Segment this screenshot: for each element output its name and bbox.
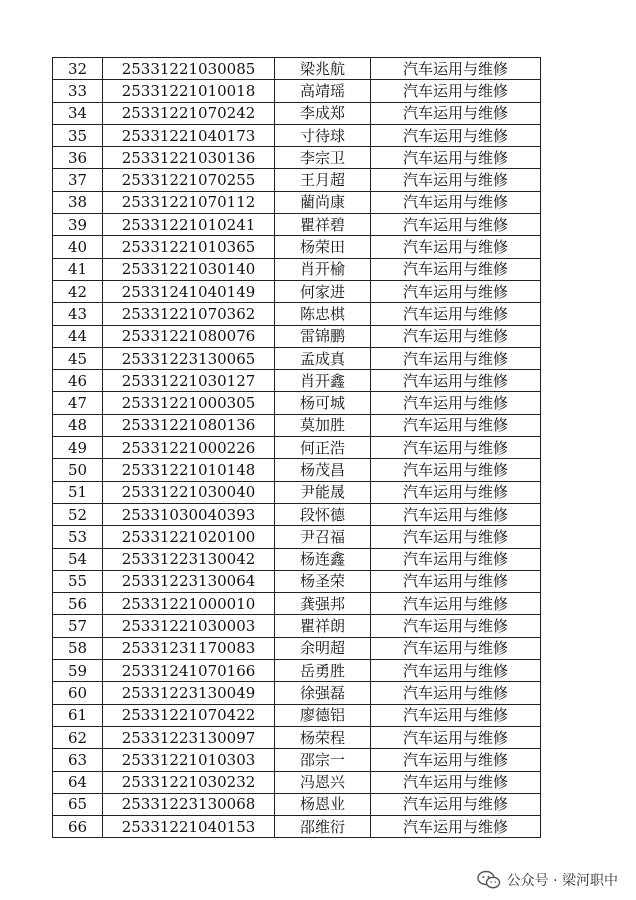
student-name-cell: 冯恩兴 — [275, 771, 371, 793]
row-number-cell: 65 — [53, 793, 103, 815]
row-number-cell: 62 — [53, 726, 103, 748]
table-row — [53, 771, 541, 793]
student-id-cell: 25331223130097 — [103, 726, 275, 748]
table-row — [53, 303, 541, 325]
student-id-cell: 25331221070255 — [103, 169, 275, 191]
student-name-cell: 何正浩 — [275, 437, 371, 459]
table-row — [53, 660, 541, 682]
student-id-cell: 25331221070112 — [103, 191, 275, 213]
row-number-cell: 38 — [53, 191, 103, 213]
student-id-cell: 25331221030003 — [103, 615, 275, 637]
table-row — [53, 214, 541, 236]
major-cell: 汽车运用与维修 — [371, 704, 541, 726]
major-cell: 汽车运用与维修 — [371, 236, 541, 258]
student-id-cell: 25331221010303 — [103, 749, 275, 771]
major-cell: 汽车运用与维修 — [371, 570, 541, 592]
major-cell: 汽车运用与维修 — [371, 526, 541, 548]
table-row — [53, 58, 541, 80]
student-id-cell: 25331221010365 — [103, 236, 275, 258]
row-number-cell: 61 — [53, 704, 103, 726]
major-cell: 汽车运用与维修 — [371, 437, 541, 459]
major-cell: 汽车运用与维修 — [371, 749, 541, 771]
table-row — [53, 191, 541, 213]
table-row — [53, 102, 541, 124]
row-number-cell: 44 — [53, 325, 103, 347]
major-cell: 汽车运用与维修 — [371, 169, 541, 191]
student-name-cell: 肖开鑫 — [275, 370, 371, 392]
student-id-cell: 25331223130064 — [103, 570, 275, 592]
major-cell: 汽车运用与维修 — [371, 660, 541, 682]
row-number-cell: 60 — [53, 682, 103, 704]
row-number-cell: 39 — [53, 214, 103, 236]
major-cell: 汽车运用与维修 — [371, 58, 541, 80]
table-row — [53, 459, 541, 481]
student-id-cell: 25331223130049 — [103, 682, 275, 704]
student-name-cell: 龚强邦 — [275, 593, 371, 615]
student-table-body — [53, 58, 541, 838]
row-number-cell: 51 — [53, 481, 103, 503]
major-cell: 汽车运用与维修 — [371, 414, 541, 436]
major-cell: 汽车运用与维修 — [371, 503, 541, 525]
major-cell: 汽车运用与维修 — [371, 280, 541, 302]
student-name-cell: 杨茂昌 — [275, 459, 371, 481]
table-row — [53, 548, 541, 570]
wechat-icon — [477, 870, 501, 890]
student-name-cell: 杨可城 — [275, 392, 371, 414]
student-id-cell: 25331221070362 — [103, 303, 275, 325]
student-id-cell: 25331241070166 — [103, 660, 275, 682]
major-cell: 汽车运用与维修 — [371, 370, 541, 392]
watermark — [477, 870, 618, 890]
student-name-cell: 岳勇胜 — [275, 660, 371, 682]
row-number-cell: 33 — [53, 80, 103, 102]
student-name-cell: 杨圣荣 — [275, 570, 371, 592]
student-name-cell: 梁兆航 — [275, 58, 371, 80]
table-row — [53, 526, 541, 548]
student-name-cell: 徐强磊 — [275, 682, 371, 704]
student-id-cell: 25331221030232 — [103, 771, 275, 793]
table-row — [53, 280, 541, 302]
major-cell: 汽车运用与维修 — [371, 682, 541, 704]
row-number-cell: 41 — [53, 258, 103, 280]
row-number-cell: 55 — [53, 570, 103, 592]
major-cell: 汽车运用与维修 — [371, 303, 541, 325]
row-number-cell: 37 — [53, 169, 103, 191]
row-number-cell: 35 — [53, 124, 103, 146]
table-row — [53, 637, 541, 659]
table-row — [53, 325, 541, 347]
major-cell: 汽车运用与维修 — [371, 325, 541, 347]
table-row — [53, 615, 541, 637]
student-id-cell: 25331030040393 — [103, 503, 275, 525]
table-row — [53, 370, 541, 392]
student-name-cell: 孟成真 — [275, 347, 371, 369]
row-number-cell: 56 — [53, 593, 103, 615]
student-id-cell: 25331221080136 — [103, 414, 275, 436]
student-name-cell: 廖德铝 — [275, 704, 371, 726]
student-table — [52, 57, 541, 838]
row-number-cell: 57 — [53, 615, 103, 637]
table-row — [53, 593, 541, 615]
table-row — [53, 481, 541, 503]
row-number-cell: 66 — [53, 816, 103, 838]
student-id-cell: 25331221070242 — [103, 102, 275, 124]
table-row — [53, 80, 541, 102]
row-number-cell: 40 — [53, 236, 103, 258]
row-number-cell: 46 — [53, 370, 103, 392]
major-cell: 汽车运用与维修 — [371, 80, 541, 102]
student-name-cell: 雷锦鹏 — [275, 325, 371, 347]
row-number-cell: 47 — [53, 392, 103, 414]
student-id-cell: 25331221040173 — [103, 124, 275, 146]
student-name-cell: 余明超 — [275, 637, 371, 659]
table-row — [53, 347, 541, 369]
student-id-cell: 25331221070422 — [103, 704, 275, 726]
row-number-cell: 52 — [53, 503, 103, 525]
student-id-cell: 25331221010018 — [103, 80, 275, 102]
student-id-cell: 25331221010241 — [103, 214, 275, 236]
major-cell: 汽车运用与维修 — [371, 147, 541, 169]
row-number-cell: 36 — [53, 147, 103, 169]
major-cell: 汽车运用与维修 — [371, 793, 541, 815]
major-cell: 汽车运用与维修 — [371, 392, 541, 414]
table-row — [53, 704, 541, 726]
row-number-cell: 43 — [53, 303, 103, 325]
major-cell: 汽车运用与维修 — [371, 124, 541, 146]
row-number-cell: 49 — [53, 437, 103, 459]
major-cell: 汽车运用与维修 — [371, 347, 541, 369]
row-number-cell: 50 — [53, 459, 103, 481]
major-cell: 汽车运用与维修 — [371, 726, 541, 748]
table-row — [53, 124, 541, 146]
student-name-cell: 陈忠棋 — [275, 303, 371, 325]
major-cell: 汽车运用与维修 — [371, 593, 541, 615]
student-id-cell: 25331223130042 — [103, 548, 275, 570]
row-number-cell: 53 — [53, 526, 103, 548]
student-id-cell: 25331231170083 — [103, 637, 275, 659]
student-id-cell: 25331221000010 — [103, 593, 275, 615]
student-name-cell: 尹能晟 — [275, 481, 371, 503]
major-cell: 汽车运用与维修 — [371, 459, 541, 481]
student-name-cell: 肖开榆 — [275, 258, 371, 280]
row-number-cell: 48 — [53, 414, 103, 436]
row-number-cell: 54 — [53, 548, 103, 570]
student-name-cell: 杨荣程 — [275, 726, 371, 748]
student-name-cell: 李成郑 — [275, 102, 371, 124]
student-name-cell: 邵宗一 — [275, 749, 371, 771]
row-number-cell: 34 — [53, 102, 103, 124]
student-id-cell: 25331221040153 — [103, 816, 275, 838]
student-name-cell: 尹召福 — [275, 526, 371, 548]
student-name-cell: 瞿祥碧 — [275, 214, 371, 236]
student-id-cell: 25331221030136 — [103, 147, 275, 169]
student-name-cell: 杨荣田 — [275, 236, 371, 258]
table-row — [53, 726, 541, 748]
major-cell: 汽车运用与维修 — [371, 481, 541, 503]
table-row — [53, 682, 541, 704]
student-id-cell: 25331221030040 — [103, 481, 275, 503]
student-name-cell: 段怀德 — [275, 503, 371, 525]
student-name-cell: 邵维衍 — [275, 816, 371, 838]
table-row — [53, 503, 541, 525]
table-row — [53, 236, 541, 258]
student-name-cell: 高靖瑶 — [275, 80, 371, 102]
student-name-cell: 杨恩业 — [275, 793, 371, 815]
major-cell: 汽车运用与维修 — [371, 258, 541, 280]
table-row — [53, 169, 541, 191]
student-name-cell: 何家进 — [275, 280, 371, 302]
student-name-cell: 寸待球 — [275, 124, 371, 146]
student-id-cell: 25331223130065 — [103, 347, 275, 369]
student-id-cell: 25331221080076 — [103, 325, 275, 347]
student-id-cell: 25331221030140 — [103, 258, 275, 280]
row-number-cell: 58 — [53, 637, 103, 659]
row-number-cell: 45 — [53, 347, 103, 369]
major-cell: 汽车运用与维修 — [371, 615, 541, 637]
student-id-cell: 25331221000226 — [103, 437, 275, 459]
major-cell: 汽车运用与维修 — [371, 816, 541, 838]
table-row — [53, 816, 541, 838]
row-number-cell: 42 — [53, 280, 103, 302]
table-row — [53, 793, 541, 815]
row-number-cell: 63 — [53, 749, 103, 771]
student-name-cell: 王月超 — [275, 169, 371, 191]
student-name-cell: 藺尚康 — [275, 191, 371, 213]
student-id-cell: 25331223130068 — [103, 793, 275, 815]
major-cell: 汽车运用与维修 — [371, 548, 541, 570]
table-row — [53, 749, 541, 771]
table-row — [53, 258, 541, 280]
table-row — [53, 414, 541, 436]
table-row — [53, 570, 541, 592]
row-number-cell: 32 — [53, 58, 103, 80]
major-cell: 汽车运用与维修 — [371, 637, 541, 659]
student-id-cell: 25331221000305 — [103, 392, 275, 414]
row-number-cell: 59 — [53, 660, 103, 682]
student-name-cell: 莫加胜 — [275, 414, 371, 436]
table-row — [53, 147, 541, 169]
major-cell: 汽车运用与维修 — [371, 771, 541, 793]
student-name-cell: 李宗卫 — [275, 147, 371, 169]
major-cell: 汽车运用与维修 — [371, 191, 541, 213]
row-number-cell: 64 — [53, 771, 103, 793]
watermark-text: 公众号 · 梁河职中 — [506, 873, 618, 889]
student-name-cell: 瞿祥朗 — [275, 615, 371, 637]
major-cell: 汽车运用与维修 — [371, 102, 541, 124]
student-name-cell: 杨连鑫 — [275, 548, 371, 570]
student-id-cell: 25331221030085 — [103, 58, 275, 80]
table-row — [53, 437, 541, 459]
table-row — [53, 392, 541, 414]
student-id-cell: 25331221030127 — [103, 370, 275, 392]
student-id-cell: 25331241040149 — [103, 280, 275, 302]
major-cell: 汽车运用与维修 — [371, 214, 541, 236]
student-id-cell: 25331221010148 — [103, 459, 275, 481]
student-id-cell: 25331221020100 — [103, 526, 275, 548]
